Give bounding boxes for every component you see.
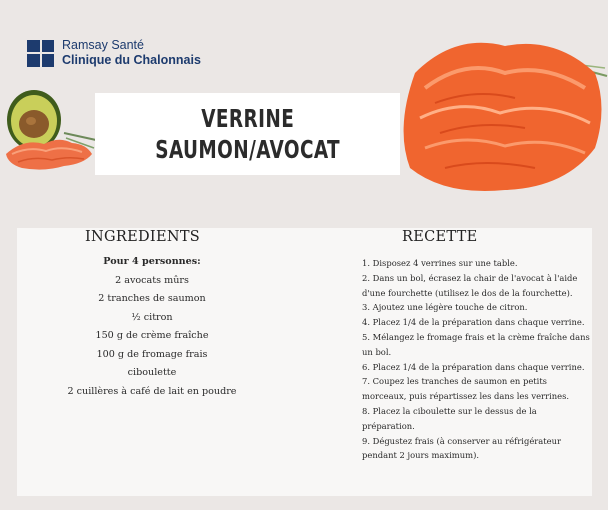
clinic-logo: [27, 38, 201, 68]
title-line-1: VERRINE: [200, 104, 295, 133]
recipe-title: [95, 93, 400, 175]
logo-brand: Ramsay Santé: [62, 38, 144, 52]
recipe-heading: RECETTE: [402, 229, 478, 245]
list-item: 100 g de fromage frais: [96, 348, 208, 360]
list-item: ciboulette: [127, 367, 177, 378]
list-item: 2 tranches de saumon: [98, 293, 206, 304]
recipe-step: 5. Mélangez le fromage frais et la crème fraîche dans un bol.: [362, 331, 590, 357]
recipe-step: 3. Ajoutez une légère touche de citron.: [362, 302, 528, 313]
avocado-salmon-image: [4, 88, 99, 180]
ingredients-list: [47, 253, 257, 401]
recipe-step: 4. Placez 1/4 de la préparation dans chaque verrine.: [362, 317, 585, 328]
recipe-panel: [17, 228, 592, 496]
recipe-step: 8. Placez la ciboulette sur le dessus de la préparation.: [362, 405, 537, 431]
ingredients-heading: INGREDIENTS: [85, 229, 201, 245]
logo-text: [62, 38, 201, 68]
recipe-step: 2. Dans un bol, écrasez la chair de l'avocat à l'aide d'une fourchette (utilisez le dos de la fourchette).: [362, 272, 578, 298]
servings: Pour 4 personnes:: [103, 256, 201, 267]
list-item: 2 cuillères à café de lait en poudre: [67, 385, 237, 397]
recipe-step: 9. Dégustez frais (à conserver au réfrigérateur pendant 2 jours maximum).: [362, 435, 561, 461]
list-item: 2 avocats mûrs: [115, 274, 189, 286]
list-item: ½ citron: [131, 311, 173, 323]
recipe-step: 1. Disposez 4 verrines sur une table.: [362, 258, 518, 268]
title-line-2: SAUMON/AVOCAT: [155, 135, 340, 164]
ramsay-logo-icon: [27, 40, 54, 67]
logo-clinic: Clinique du Chalonnais: [62, 53, 201, 67]
recipe-step: 7. Coupez les tranches de saumon en petits morceaux, puis répartissez les dans les verrines.: [362, 376, 570, 402]
recipe-step: 6. Placez 1/4 de la préparation dans chaque verrine.: [362, 361, 585, 372]
list-item: 150 g de crème fraîche: [95, 330, 209, 341]
recipe-steps: [362, 256, 590, 463]
salmon-image: [395, 28, 608, 198]
